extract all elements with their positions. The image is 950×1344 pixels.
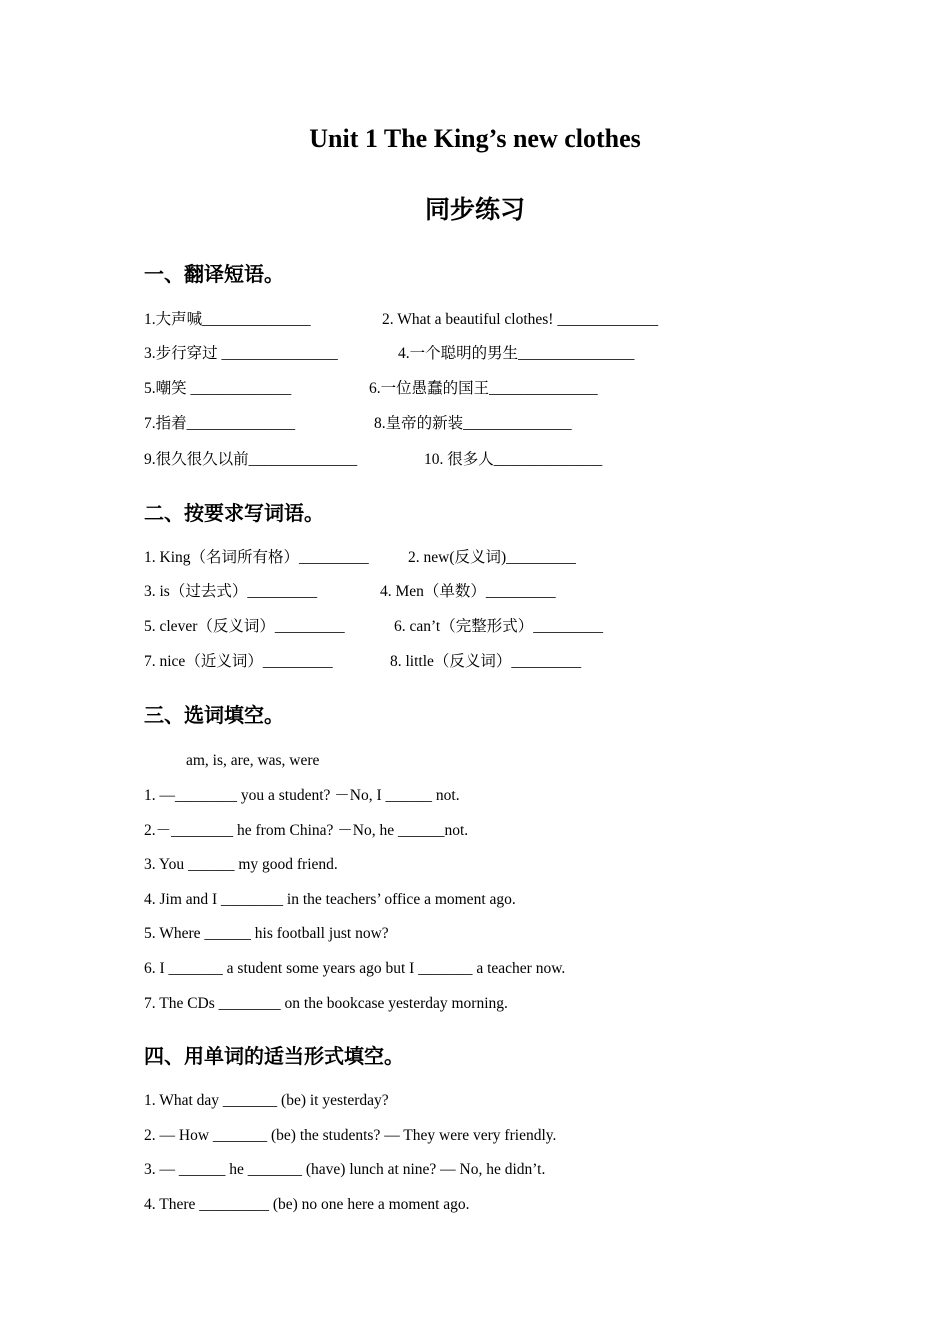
s2-item-4: 4. Men（单数）_________ — [380, 583, 556, 600]
s1-item-8: 8.皇帝的新装______________ — [374, 415, 572, 432]
s1-item-7: 7.指着______________ — [144, 415, 296, 432]
s1-item-4: 4.一个聪明的男生_______________ — [398, 345, 635, 362]
s2-item-8: 8. little（反义词）_________ — [390, 653, 582, 670]
s3-item-3: 3. You ______ my good friend. — [144, 856, 338, 873]
s2-item-2: 2. new(反义词)_________ — [408, 549, 576, 566]
s4-item-3: 3. — ______ he _______ (have) lunch at nine? — No, he didn’t. — [144, 1161, 546, 1178]
s1-item-1: 1.大声喊______________ — [144, 311, 311, 328]
page-subtitle: 同步练习 — [424, 197, 525, 224]
s1-item-5: 5.嘲笑 _____________ — [144, 380, 292, 397]
s3-item-6: 6. I _______ a student some years ago but I _______ a teacher now. — [144, 960, 566, 977]
s2-item-7: 7. nice（近义词）_________ — [144, 653, 333, 670]
s3-item-7: 7. The CDs ________ on the bookcase yesterday morning. — [144, 995, 508, 1012]
s4-item-4: 4. There _________ (be) no one here a moment ago. — [144, 1196, 470, 1213]
s3-item-2: 2.－________ he from China? －No, he ______not. — [144, 822, 469, 839]
s1-item-6: 6.一位愚蠢的国王______________ — [369, 380, 598, 397]
s4-item-1: 1. What day _______ (be) it yesterday? — [144, 1092, 389, 1109]
s2-item-3: 3. is（过去式）_________ — [144, 583, 318, 600]
page-title: Unit 1 The King’s new clothes — [309, 124, 641, 153]
s2-item-6: 6. can’t（完整形式）_________ — [394, 618, 603, 635]
s1-item-9: 9.很久很久以前______________ — [144, 451, 358, 468]
s4-item-2: 2. — How _______ (be) the students? — They were very friendly. — [144, 1127, 557, 1144]
section-2-heading: 二、按要求写词语。 — [144, 501, 324, 525]
section-3-heading: 三、选词填空。 — [144, 703, 284, 727]
section-4-heading: 四、用单词的适当形式填空。 — [144, 1044, 404, 1068]
s3-word-bank: am, is, are, was, were — [186, 752, 320, 769]
s3-item-1: 1. —________ you a student? －No, I ______ not. — [144, 787, 460, 804]
s2-item-5: 5. clever（反义词）_________ — [144, 618, 345, 635]
s2-item-1: 1. King（名词所有格）_________ — [144, 549, 369, 566]
s3-item-4: 4. Jim and I ________ in the teachers’ office a moment ago. — [144, 891, 516, 908]
s1-item-3: 3.步行穿过 _______________ — [144, 345, 338, 362]
s3-item-5: 5. Where ______ his football just now? — [144, 925, 389, 942]
section-1-heading: 一、翻译短语。 — [144, 262, 284, 286]
s1-item-2: 2. What a beautiful clothes! _____________ — [382, 311, 659, 328]
s1-item-10: 10. 很多人______________ — [424, 451, 603, 468]
